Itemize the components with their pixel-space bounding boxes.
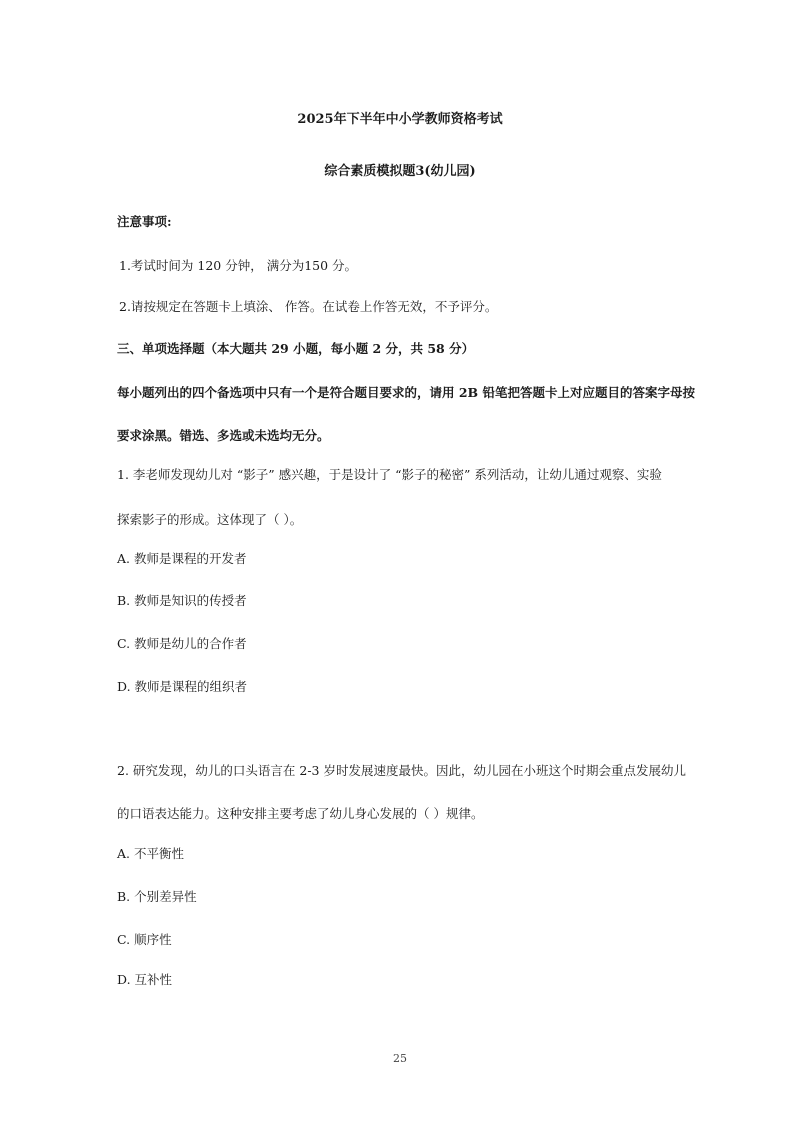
question-2-option-b: B. 个别差异性	[117, 889, 197, 904]
question-1-option-d: D. 教师是课程的组织者	[117, 679, 248, 694]
question-1-option-a: A. 教师是课程的开发者	[117, 551, 247, 566]
section-heading: 三、单项选择题（本大题共 29 小题，每小题 2 分，共 58 分）	[117, 341, 475, 356]
exam-subtitle: 综合素质模拟题3(幼儿园)	[324, 164, 476, 179]
question-2-stem-line-1: 2. 研究发现，幼儿的口头语言在 2-3 岁时发展速度最快。因此，幼儿园在小班这个时期会重点发展幼儿	[117, 763, 686, 778]
section-instruction-line-1: 每小题列出的四个备选项中只有一个是符合题目要求的，请用 2B 铅笔把答题卡上对应题目的答案字母按	[117, 385, 695, 400]
question-1-option-b: B. 教师是知识的传授者	[117, 593, 247, 608]
question-1-stem-line-1: 1. 李老师发现幼儿对 “影子” 感兴趣，于是设计了 “影子的秘密” 系列活动，让幼儿通过观察、实验	[117, 467, 662, 482]
question-2-option-c: C. 顺序性	[117, 932, 172, 947]
question-1-stem-line-2: 探索影子的形成。这体现了（ ）。	[117, 512, 303, 527]
question-1-option-c: C. 教师是幼儿的合作者	[117, 636, 247, 651]
question-2-stem-line-2: 的口语表达能力。这种安排主要考虑了幼儿身心发展的（ ）规律。	[117, 806, 484, 821]
section-instruction-line-2: 要求涂黑。错选、多选或未选均无分。	[117, 428, 330, 443]
question-2-option-a: A. 不平衡性	[117, 846, 184, 861]
exam-title: 2025年下半年中小学教师资格考试	[297, 112, 503, 127]
question-2-option-d: D. 互补性	[117, 972, 173, 987]
notes-item-2: 2.请按规定在答题卡上填涂、 作答。在试卷上作答无效，不予评分。	[119, 299, 498, 314]
notes-heading: 注意事项:	[117, 214, 172, 229]
page-number: 25	[393, 1052, 407, 1065]
notes-item-1: 1.考试时间为 120 分钟， 满分为150 分。	[119, 258, 358, 273]
